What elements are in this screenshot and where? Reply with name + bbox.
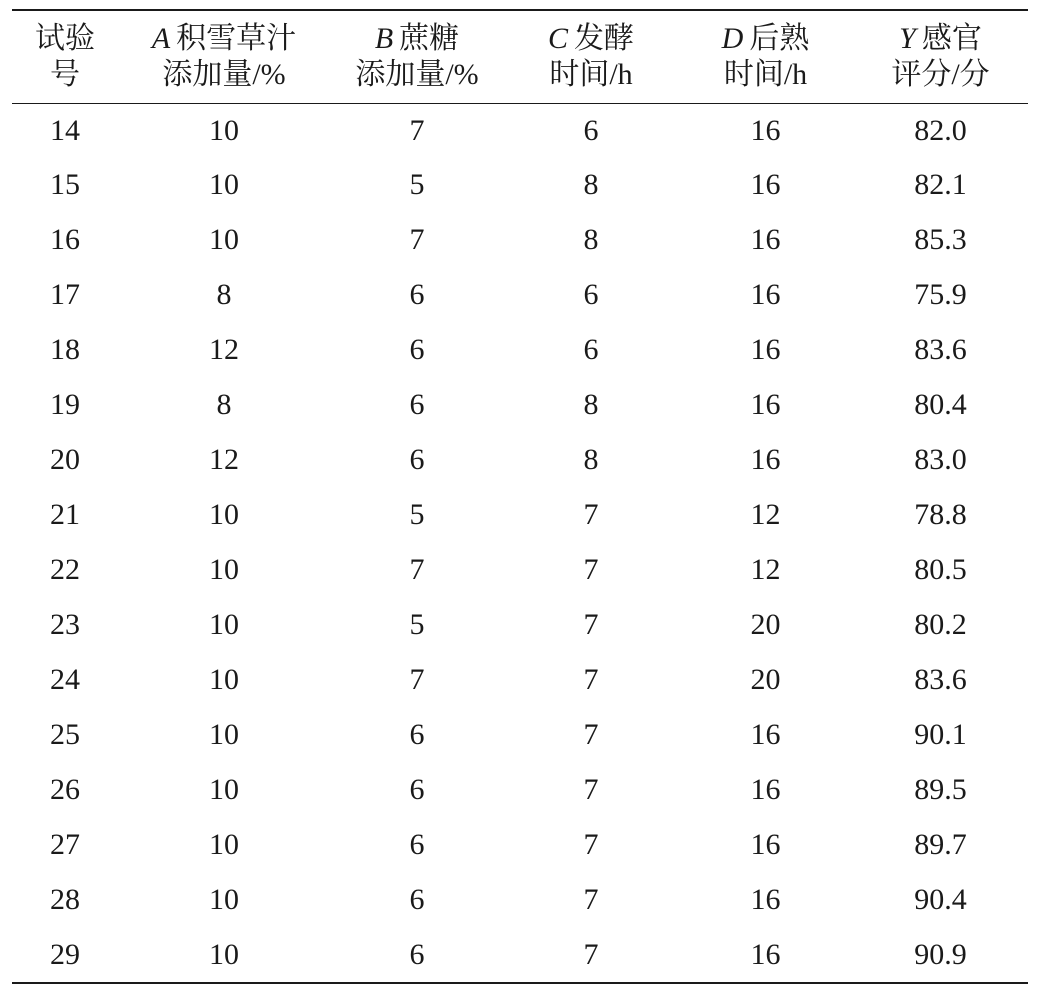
- fermentation-time-cell: 7: [583, 772, 599, 806]
- trial-number-cell: 27: [50, 827, 80, 861]
- header-line-1: [504, 21, 678, 57]
- sensory-score-cell: 83.6: [914, 332, 967, 366]
- table-row: [12, 817, 1028, 872]
- ripening-time-cell: 16: [750, 442, 781, 476]
- table-row: [12, 597, 1028, 652]
- sensory-score-cell: 80.4: [914, 387, 967, 421]
- variable-symbol: A: [151, 22, 171, 55]
- trial-number-cell: 18: [50, 332, 80, 366]
- experiment-results-table: [12, 9, 1028, 984]
- ripening-time-cell: 12: [750, 552, 781, 586]
- table-row: [12, 542, 1028, 597]
- sucrose-amount-cell: 6: [409, 827, 425, 861]
- header-text: 发酵: [574, 22, 634, 55]
- table-row: [12, 652, 1028, 707]
- fermentation-time-cell: 7: [583, 607, 599, 641]
- fermentation-time-cell: 6: [583, 113, 599, 147]
- sucrose-amount-cell: 6: [409, 442, 425, 476]
- ripening-time-cell: 16: [750, 827, 781, 861]
- table-row: [12, 432, 1028, 487]
- header-a-juice: [118, 10, 330, 104]
- juice-amount-cell: 10: [209, 937, 239, 971]
- table-row: [12, 322, 1028, 377]
- fermentation-time-cell: 7: [583, 717, 599, 751]
- sucrose-amount-cell: 6: [409, 772, 425, 806]
- header-line-2: 评分/分: [891, 58, 990, 91]
- sensory-score-cell: 83.0: [914, 442, 967, 476]
- fermentation-time-cell: 6: [583, 277, 599, 311]
- header-text: 试验: [35, 22, 95, 55]
- table-row: [12, 377, 1028, 432]
- juice-amount-cell: 8: [216, 387, 232, 421]
- table-row: [12, 104, 1028, 158]
- ripening-time-cell: 16: [750, 717, 781, 751]
- sucrose-amount-cell: 7: [409, 662, 425, 696]
- variable-symbol: C: [547, 22, 568, 55]
- ripening-time-cell: 16: [750, 882, 781, 916]
- juice-amount-cell: 12: [209, 442, 239, 476]
- ripening-time-cell: 16: [750, 387, 781, 421]
- table-header: [12, 10, 1028, 104]
- trial-number-cell: 26: [50, 772, 80, 806]
- juice-amount-cell: 10: [209, 497, 239, 531]
- ripening-time-cell: 16: [750, 937, 781, 971]
- header-text: 蔗糖: [399, 22, 460, 55]
- sensory-score-cell: 82.0: [914, 113, 967, 147]
- ripening-time-cell: 20: [750, 662, 781, 696]
- juice-amount-cell: 8: [216, 277, 232, 311]
- sucrose-amount-cell: 5: [409, 167, 425, 201]
- variable-symbol: B: [374, 22, 394, 55]
- fermentation-time-cell: 8: [583, 167, 599, 201]
- sensory-score-cell: 80.2: [914, 607, 967, 641]
- header-line-2: 号: [50, 58, 80, 91]
- ripening-time-cell: 16: [750, 332, 781, 366]
- juice-amount-cell: 10: [209, 772, 239, 806]
- variable-symbol: D: [721, 22, 744, 55]
- trial-number-cell: 19: [50, 387, 80, 421]
- sensory-score-cell: 89.5: [914, 772, 967, 806]
- header-line-1: [12, 21, 118, 57]
- juice-amount-cell: 10: [209, 607, 239, 641]
- trial-number-cell: 14: [50, 113, 80, 147]
- variable-symbol: Y: [899, 22, 916, 55]
- trial-number-cell: 17: [50, 277, 80, 311]
- fermentation-time-cell: 7: [583, 937, 599, 971]
- trial-number-cell: 28: [50, 882, 80, 916]
- table-row: [12, 157, 1028, 212]
- juice-amount-cell: 10: [209, 222, 239, 256]
- sensory-score-cell: 75.9: [914, 277, 967, 311]
- header-line-1: [853, 21, 1028, 57]
- sensory-score-cell: 82.1: [914, 167, 967, 201]
- ripening-time-cell: 16: [750, 277, 781, 311]
- sensory-score-cell: 85.3: [914, 222, 967, 256]
- juice-amount-cell: 10: [209, 113, 239, 147]
- table-row: [12, 487, 1028, 542]
- sucrose-amount-cell: 6: [409, 937, 425, 971]
- ripening-time-cell: 16: [750, 222, 781, 256]
- ripening-time-cell: 16: [750, 772, 781, 806]
- fermentation-time-cell: 6: [583, 332, 599, 366]
- trial-number-cell: 20: [50, 442, 80, 476]
- juice-amount-cell: 10: [209, 717, 239, 751]
- table-row: [12, 872, 1028, 927]
- trial-number-cell: 22: [50, 552, 80, 586]
- header-text: 感官: [921, 22, 982, 55]
- table-row: [12, 212, 1028, 267]
- sensory-score-cell: 90.9: [914, 937, 967, 971]
- table-row: [12, 762, 1028, 817]
- header-y-sensory: [853, 10, 1028, 104]
- header-text: 积雪草汁: [176, 22, 297, 55]
- trial-number-cell: 24: [50, 662, 80, 696]
- table-row: [12, 707, 1028, 762]
- sensory-score-cell: 90.1: [914, 717, 967, 751]
- sucrose-amount-cell: 6: [409, 882, 425, 916]
- header-b-sucrose: [330, 10, 504, 104]
- header-c-fermentation: [504, 10, 678, 104]
- header-line-2: 添加量/%: [355, 58, 479, 91]
- sucrose-amount-cell: 5: [409, 607, 425, 641]
- trial-number-cell: 21: [50, 497, 80, 531]
- trial-number-cell: 29: [50, 937, 80, 971]
- header-trial-number: [12, 10, 118, 104]
- table-row: [12, 267, 1028, 322]
- header-d-ripening: [678, 10, 853, 104]
- fermentation-time-cell: 7: [583, 827, 599, 861]
- sensory-score-cell: 80.5: [914, 552, 967, 586]
- header-line-2: 时间/h: [723, 58, 808, 91]
- fermentation-time-cell: 8: [583, 442, 599, 476]
- sucrose-amount-cell: 6: [409, 717, 425, 751]
- juice-amount-cell: 10: [209, 882, 239, 916]
- juice-amount-cell: 12: [209, 332, 239, 366]
- sensory-score-cell: 78.8: [914, 497, 967, 531]
- ripening-time-cell: 16: [750, 167, 781, 201]
- trial-number-cell: 16: [50, 222, 80, 256]
- fermentation-time-cell: 7: [583, 552, 599, 586]
- header-line-2: 时间/h: [549, 58, 633, 91]
- ripening-time-cell: 12: [750, 497, 781, 531]
- fermentation-time-cell: 7: [583, 497, 599, 531]
- trial-number-cell: 23: [50, 607, 80, 641]
- fermentation-time-cell: 8: [583, 387, 599, 421]
- fermentation-time-cell: 7: [583, 882, 599, 916]
- sensory-score-cell: 90.4: [914, 882, 967, 916]
- data-table-container: [12, 9, 1028, 984]
- trial-number-cell: 15: [50, 167, 80, 201]
- header-line-2: 添加量/%: [162, 58, 286, 91]
- header-line-1: [118, 21, 330, 57]
- juice-amount-cell: 10: [209, 552, 239, 586]
- header-text: 后熟: [749, 22, 810, 55]
- trial-number-cell: 25: [50, 717, 80, 751]
- sucrose-amount-cell: 6: [409, 332, 425, 366]
- fermentation-time-cell: 7: [583, 662, 599, 696]
- fermentation-time-cell: 8: [583, 222, 599, 256]
- sucrose-amount-cell: 7: [409, 222, 425, 256]
- table-body: [12, 104, 1028, 984]
- juice-amount-cell: 10: [209, 662, 239, 696]
- sensory-score-cell: 83.6: [914, 662, 967, 696]
- sucrose-amount-cell: 7: [409, 552, 425, 586]
- juice-amount-cell: 10: [209, 167, 239, 201]
- table-row: [12, 927, 1028, 983]
- sucrose-amount-cell: 5: [409, 497, 425, 531]
- header-row: [12, 10, 1028, 104]
- ripening-time-cell: 16: [750, 113, 781, 147]
- header-line-1: [678, 21, 853, 57]
- ripening-time-cell: 20: [750, 607, 781, 641]
- sucrose-amount-cell: 7: [409, 113, 425, 147]
- header-line-1: [330, 21, 504, 57]
- sucrose-amount-cell: 6: [409, 387, 425, 421]
- sucrose-amount-cell: 6: [409, 277, 425, 311]
- sensory-score-cell: 89.7: [914, 827, 967, 861]
- juice-amount-cell: 10: [209, 827, 239, 861]
